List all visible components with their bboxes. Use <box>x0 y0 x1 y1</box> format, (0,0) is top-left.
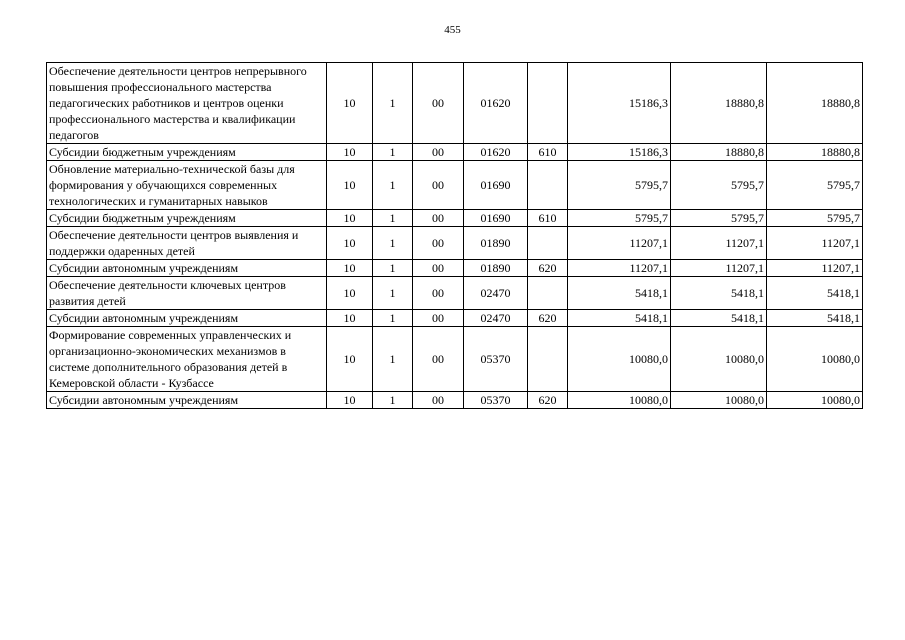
program-code: 00 <box>413 63 464 144</box>
amount-2: 5418,1 <box>671 310 767 327</box>
section-code: 10 <box>327 392 373 409</box>
table-row <box>47 260 863 277</box>
section-code: 10 <box>327 161 373 210</box>
program-code: 00 <box>413 144 464 161</box>
direction-code: 05370 <box>464 327 528 392</box>
amount-1: 11207,1 <box>568 227 671 260</box>
table-row <box>47 161 863 210</box>
section-code: 10 <box>327 277 373 310</box>
table-row <box>47 144 863 161</box>
amount-2: 5795,7 <box>671 161 767 210</box>
table-row <box>47 392 863 409</box>
program-code: 00 <box>413 227 464 260</box>
item-name: Обеспечение деятельности центров выявления и поддержки одаренных детей <box>47 227 327 260</box>
direction-code: 01690 <box>464 210 528 227</box>
table-row <box>47 277 863 310</box>
amount-2: 11207,1 <box>671 227 767 260</box>
expense-type-code: 620 <box>528 260 568 277</box>
budget-table <box>46 62 863 409</box>
subsection-code: 1 <box>373 310 413 327</box>
section-code: 10 <box>327 63 373 144</box>
expense-type-code <box>528 227 568 260</box>
table-row <box>47 310 863 327</box>
direction-code: 02470 <box>464 277 528 310</box>
expense-type-code <box>528 277 568 310</box>
section-code: 10 <box>327 327 373 392</box>
program-code: 00 <box>413 277 464 310</box>
amount-2: 5418,1 <box>671 277 767 310</box>
amount-1: 10080,0 <box>568 327 671 392</box>
program-code: 00 <box>413 260 464 277</box>
subsection-code: 1 <box>373 210 413 227</box>
item-name: Субсидии автономным учреждениям <box>47 392 327 409</box>
item-name: Формирование современных управленческих и организационно-экономических механизмов в системе дополнительного образования детей в Кемеровской области - Кузбассе <box>47 327 327 392</box>
item-name: Субсидии автономным учреждениям <box>47 260 327 277</box>
expense-type-code: 620 <box>528 310 568 327</box>
amount-1: 15186,3 <box>568 63 671 144</box>
amount-3: 10080,0 <box>767 327 863 392</box>
table-row <box>47 227 863 260</box>
direction-code: 01620 <box>464 63 528 144</box>
program-code: 00 <box>413 210 464 227</box>
expense-type-code: 610 <box>528 210 568 227</box>
amount-1: 15186,3 <box>568 144 671 161</box>
subsection-code: 1 <box>373 227 413 260</box>
subsection-code: 1 <box>373 327 413 392</box>
item-name: Обеспечение деятельности центров непрерывного повышения профессионального мастерства педагогических работников и центров оценки профессионального мастерства и квалификации педагогов <box>47 63 327 144</box>
subsection-code: 1 <box>373 63 413 144</box>
direction-code: 01690 <box>464 161 528 210</box>
amount-3: 5795,7 <box>767 161 863 210</box>
direction-code: 01890 <box>464 260 528 277</box>
amount-3: 5795,7 <box>767 210 863 227</box>
subsection-code: 1 <box>373 392 413 409</box>
subsection-code: 1 <box>373 161 413 210</box>
amount-3: 5418,1 <box>767 277 863 310</box>
amount-1: 5795,7 <box>568 210 671 227</box>
item-name: Обеспечение деятельности ключевых центров развития детей <box>47 277 327 310</box>
amount-3: 18880,8 <box>767 63 863 144</box>
program-code: 00 <box>413 161 464 210</box>
section-code: 10 <box>327 227 373 260</box>
section-code: 10 <box>327 144 373 161</box>
amount-2: 10080,0 <box>671 327 767 392</box>
table-row <box>47 63 863 144</box>
subsection-code: 1 <box>373 277 413 310</box>
direction-code: 05370 <box>464 392 528 409</box>
direction-code: 01890 <box>464 227 528 260</box>
item-name: Субсидии бюджетным учреждениям <box>47 210 327 227</box>
expense-type-code <box>528 327 568 392</box>
expense-type-code <box>528 161 568 210</box>
amount-2: 11207,1 <box>671 260 767 277</box>
table-row <box>47 210 863 227</box>
amount-1: 5418,1 <box>568 310 671 327</box>
page-number: 455 <box>444 24 461 36</box>
amount-2: 18880,8 <box>671 63 767 144</box>
amount-2: 18880,8 <box>671 144 767 161</box>
section-code: 10 <box>327 260 373 277</box>
direction-code: 02470 <box>464 310 528 327</box>
expense-type-code: 610 <box>528 144 568 161</box>
amount-1: 10080,0 <box>568 392 671 409</box>
section-code: 10 <box>327 210 373 227</box>
amount-3: 18880,8 <box>767 144 863 161</box>
section-code: 10 <box>327 310 373 327</box>
amount-3: 11207,1 <box>767 227 863 260</box>
program-code: 00 <box>413 310 464 327</box>
amount-1: 11207,1 <box>568 260 671 277</box>
amount-3: 11207,1 <box>767 260 863 277</box>
item-name: Субсидии автономным учреждениям <box>47 310 327 327</box>
direction-code: 01620 <box>464 144 528 161</box>
program-code: 00 <box>413 327 464 392</box>
amount-1: 5795,7 <box>568 161 671 210</box>
amount-3: 10080,0 <box>767 392 863 409</box>
amount-1: 5418,1 <box>568 277 671 310</box>
program-code: 00 <box>413 392 464 409</box>
expense-type-code <box>528 63 568 144</box>
subsection-code: 1 <box>373 144 413 161</box>
amount-2: 5795,7 <box>671 210 767 227</box>
item-name: Субсидии бюджетным учреждениям <box>47 144 327 161</box>
expense-type-code: 620 <box>528 392 568 409</box>
subsection-code: 1 <box>373 260 413 277</box>
item-name: Обновление материально-технической базы для формирования у обучающихся современных технологических и гуманитарных навыков <box>47 161 327 210</box>
amount-2: 10080,0 <box>671 392 767 409</box>
amount-3: 5418,1 <box>767 310 863 327</box>
table-row <box>47 327 863 392</box>
